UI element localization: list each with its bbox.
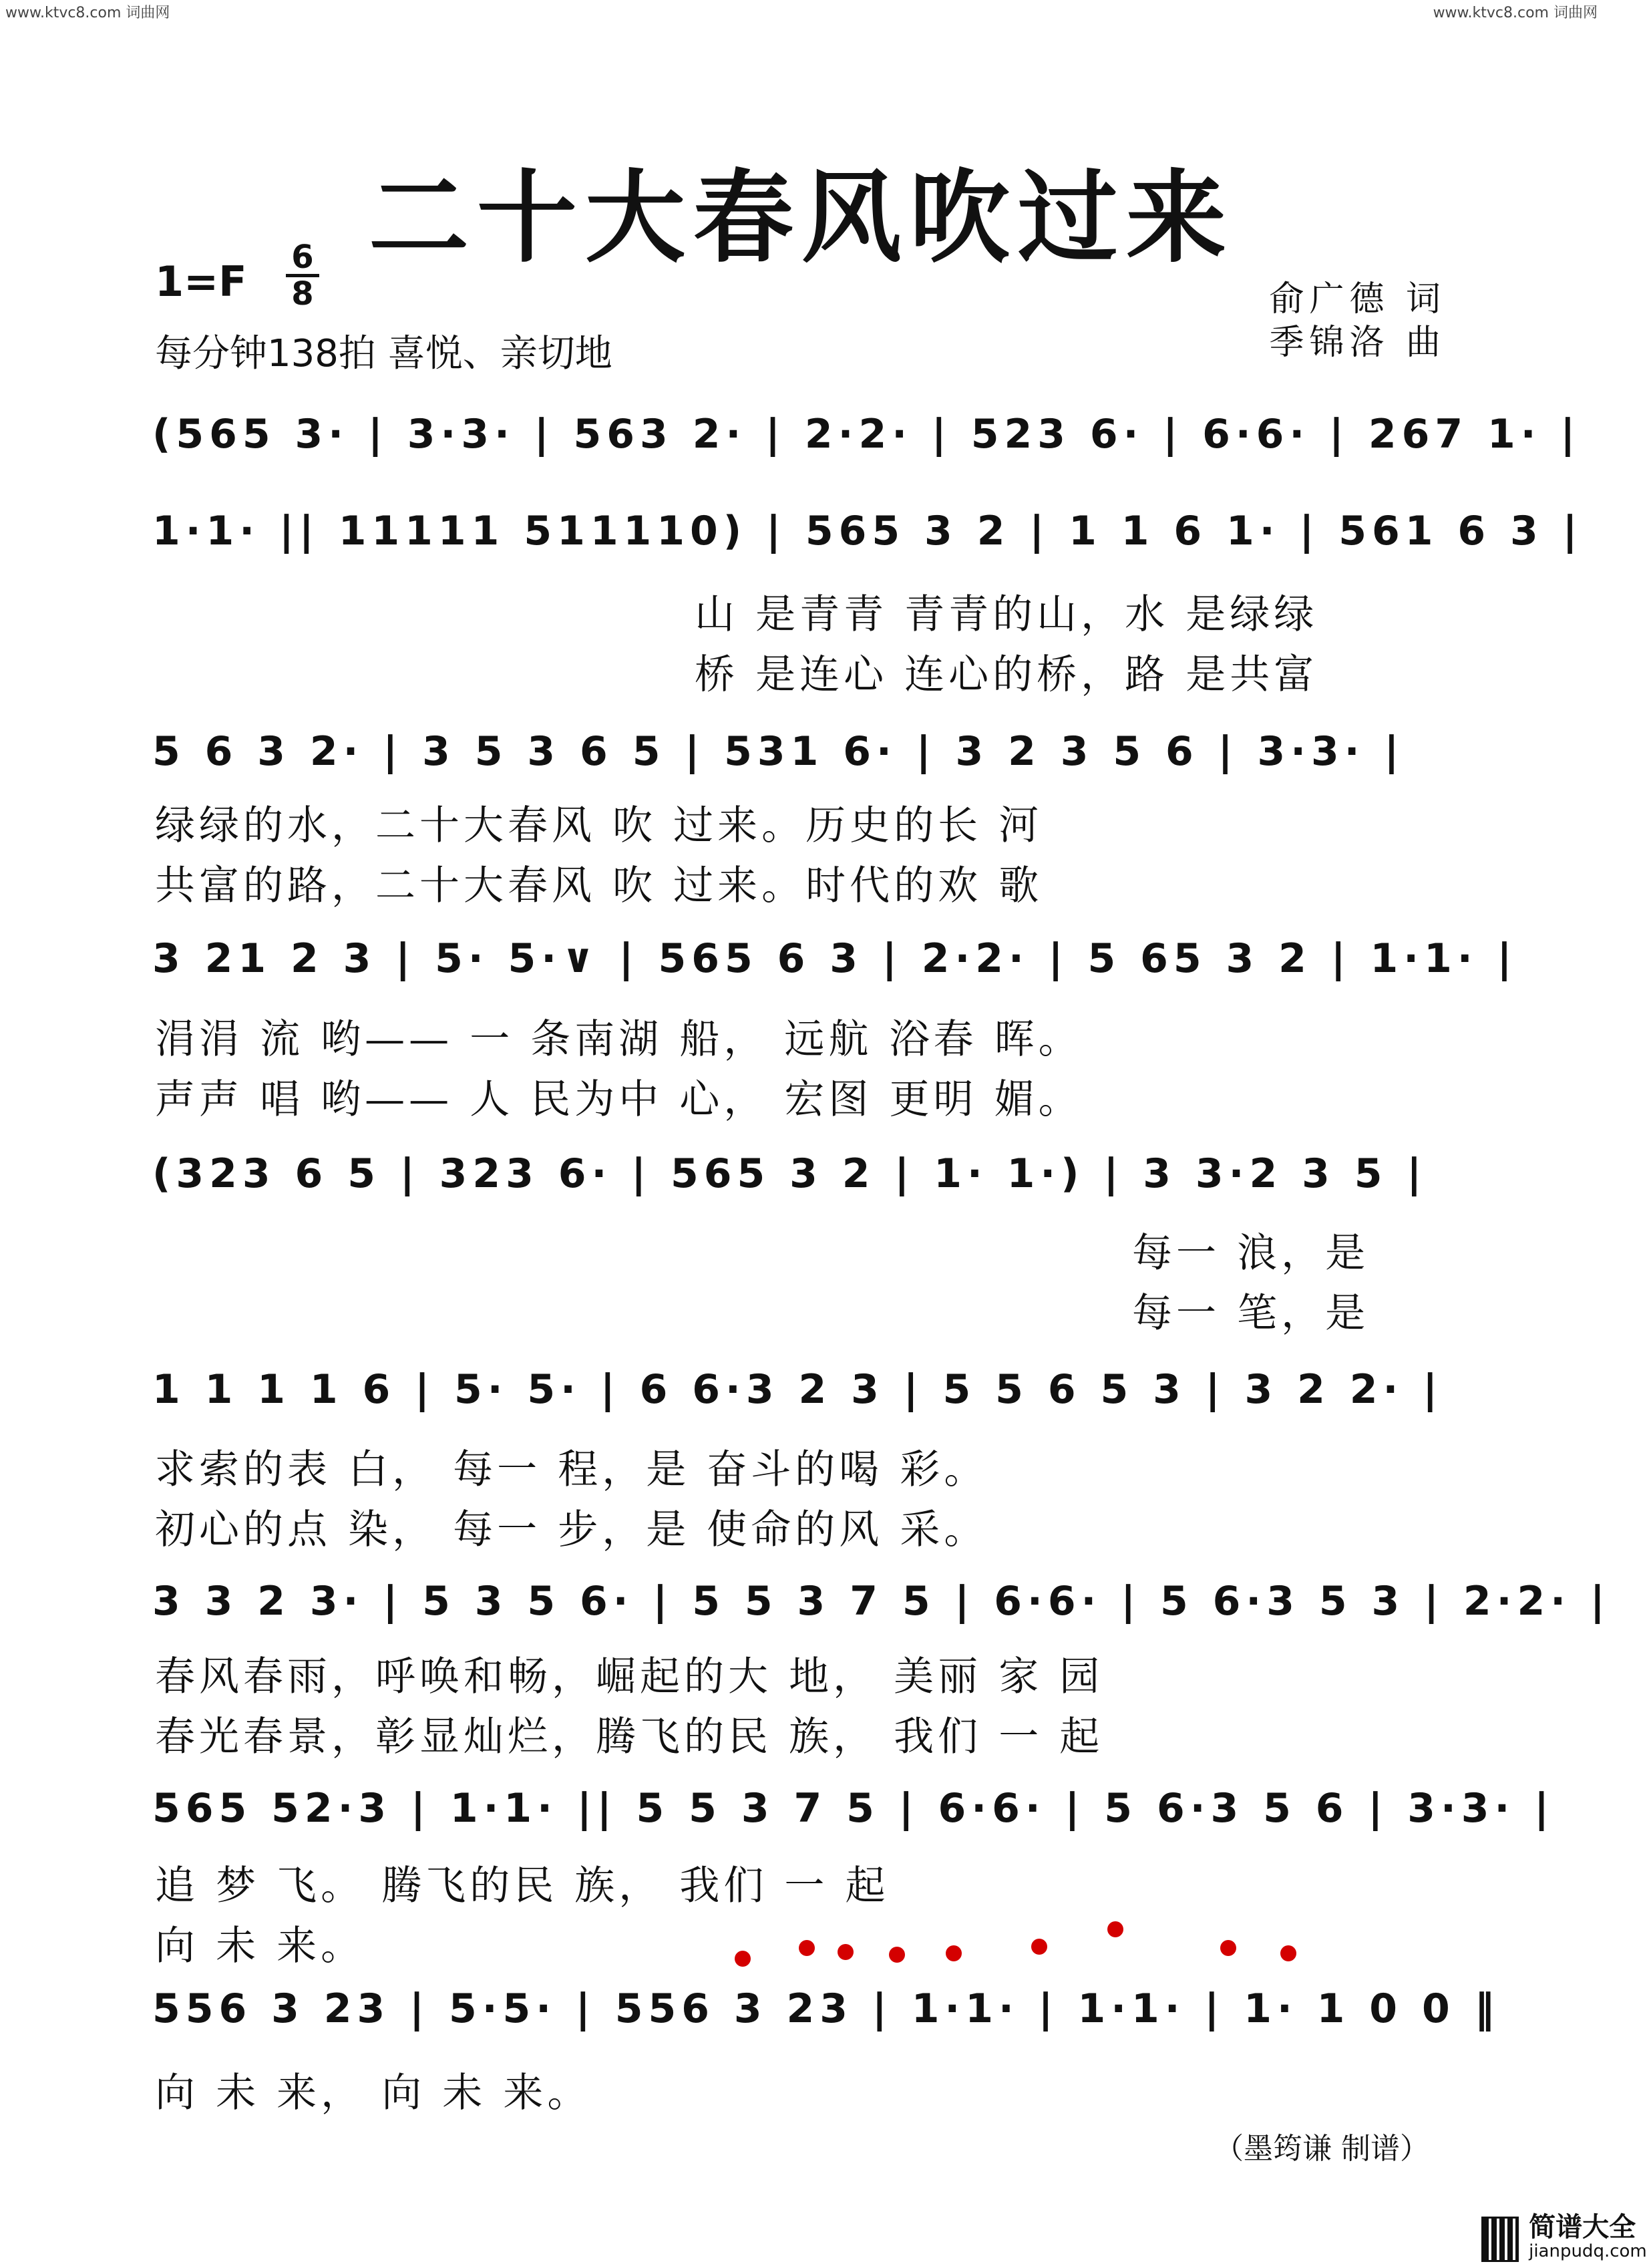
- system-9-notes: 556 3 23 | 5·5· | 556 3 23 | 1·1· | 1·1· | 1· 1 0 0 ‖: [152, 1985, 1500, 2032]
- header-left-url: www.ktvc8.com: [5, 5, 122, 21]
- red-dot-marker: [889, 1947, 905, 1963]
- system-8-notes: 565 52·3 | 1·1· || 5 5 3 7 5 | 6·6· | 5 6·3 5 6 | 3·3· |: [152, 1785, 1555, 1832]
- system-7-notes: 3 3 2 3· | 5 3 5 6· | 5 5 3 7 5 | 6·6· | 5 6·3 5 3 | 2·2· |: [152, 1578, 1610, 1625]
- footer-logo-url: jianpudq.com: [1529, 2241, 1647, 2261]
- system-5-lyric-1: 每一 浪，是: [1132, 1230, 1370, 1277]
- header-left-site: 词曲网: [126, 5, 170, 21]
- system-3-lyric-1: 绿绿的水，二十大春风 吹 过来。历史的长 河: [155, 802, 1043, 849]
- time-signature-top: 6: [291, 238, 314, 276]
- system-6-lyric-1: 求索的表 白， 每一 程，是 奋斗的喝 彩。: [155, 1446, 988, 1493]
- red-dot-marker: [735, 1951, 751, 1967]
- system-6-lyric-2: 初心的点 染， 每一 步，是 使命的风 采。: [155, 1506, 988, 1553]
- system-8-lyric-2: 向 未 来。: [155, 1923, 365, 1969]
- song-title: 二十大春风吹过来: [368, 159, 1234, 277]
- header-right-site: 词曲网: [1553, 5, 1598, 21]
- time-signature: [286, 238, 319, 313]
- red-dot-marker: [1031, 1939, 1047, 1955]
- red-dot-marker: [799, 1940, 815, 1956]
- header-right-url: www.ktvc8.com: [1433, 5, 1549, 21]
- system-4-lyric-2: 声声 唱 哟—— 人 民为中 心， 宏图 更明 媚。: [155, 1076, 1083, 1123]
- header-right: [1433, 1, 1598, 22]
- red-dot-marker: [946, 1945, 962, 1961]
- footer-logo: [1481, 2212, 1647, 2263]
- system-2-lyric-1: 山 是青青 青青的山，水 是绿绿: [695, 591, 1318, 638]
- header-left: [5, 1, 170, 22]
- system-7-lyric-1: 春风春雨，呼唤和畅，崛起的大 地， 美丽 家 园: [155, 1653, 1104, 1700]
- system-9-lyric-1: 向 未 来， 向 未 来。: [155, 2070, 592, 2116]
- system-5-notes: (323 6 5 | 323 6· | 565 3 2 | 1· 1·) | 3 3·2 3 5 |: [152, 1150, 1427, 1197]
- system-5-lyric-2: 每一 笔，是: [1132, 1290, 1370, 1337]
- red-dot-marker: [1107, 1921, 1123, 1937]
- lyricist-credit: 俞广德 词: [1269, 279, 1446, 319]
- tempo-marking: 每分钟138拍 喜悦、亲切地: [155, 332, 612, 375]
- system-7-lyric-2: 春光春景，彰显灿烂，腾飞的民 族， 我们 一 起: [155, 1714, 1104, 1760]
- red-dot-marker: [1220, 1940, 1236, 1956]
- system-2-notes: 1·1· || 11111 511110) | 565 3 2 | 1 1 6 1· | 561 6 3 |: [152, 508, 1583, 554]
- red-dot-marker: [1280, 1945, 1296, 1961]
- red-dot-marker: [838, 1944, 854, 1960]
- system-3-notes: 5 6 3 2· | 3 5 3 6 5 | 531 6· | 3 2 3 5 6 | 3·3· |: [152, 728, 1405, 775]
- system-6-notes: 1 1 1 1 6 | 5· 5· | 6 6·3 2 3 | 5 5 6 5 3 | 3 2 2· |: [152, 1366, 1443, 1413]
- system-1-notes: (565 3· | 3·3· | 563 2· | 2·2· | 523 6· | 6·6· | 267 1· |: [152, 411, 1581, 458]
- system-3-lyric-2: 共富的路，二十大春风 吹 过来。时代的欢 歌: [155, 862, 1043, 909]
- piano-keys-icon: [1481, 2217, 1519, 2262]
- system-4-notes: 3 21 2 3 | 5· 5·∨ | 565 6 3 | 2·2· | 5 65 3 2 | 1·1· |: [152, 935, 1517, 982]
- composer-credit: 季锦洛 曲: [1269, 323, 1446, 363]
- time-signature-bottom: 8: [291, 275, 314, 313]
- system-2-lyric-2: 桥 是连心 连心的桥，路 是共富: [695, 651, 1318, 698]
- system-8-lyric-1: 追 梦 飞。 腾飞的民 族， 我们 一 起: [155, 1862, 890, 1909]
- system-4-lyric-1: 涓涓 流 哟—— 一 条南湖 船， 远航 浴春 晖。: [155, 1016, 1083, 1063]
- arranger-credit: （墨筠谦 制谱）: [1214, 2132, 1429, 2166]
- footer-logo-name: 简谱大全: [1529, 2212, 1636, 2243]
- key-signature: 1=F: [155, 257, 247, 306]
